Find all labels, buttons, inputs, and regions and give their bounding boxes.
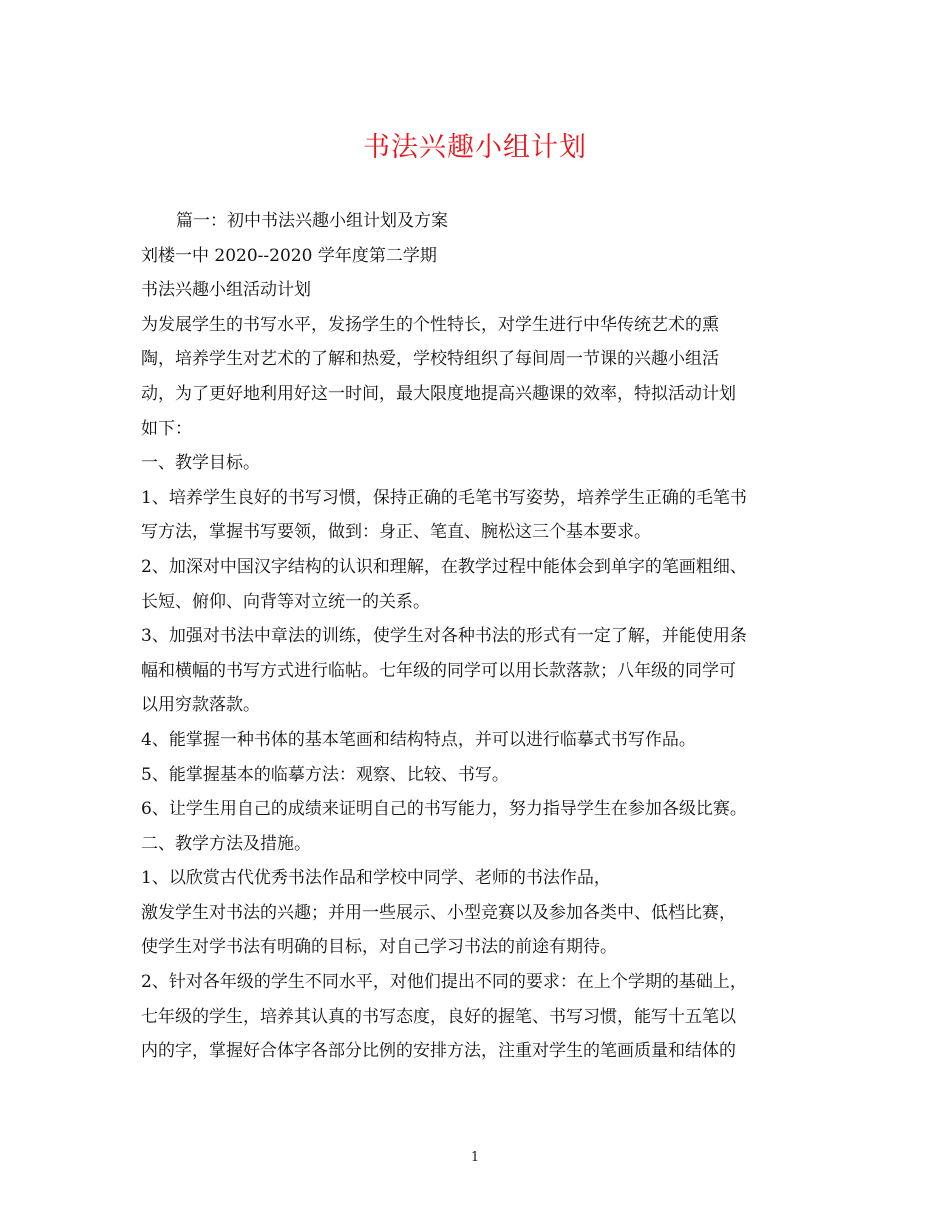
text-line: 为发展学生的书写水平，发扬学生的个性特长，对学生进行中华传统艺术的熏 bbox=[141, 314, 719, 335]
text-line: 4、能掌握一种书体的基本笔画和结构特点，并可以进行临摹式书写作品。 bbox=[141, 729, 696, 750]
text-line: 幅和横幅的书写方式进行临帖。七年级的同学可以用长款落款；八年级的同学可 bbox=[141, 660, 736, 681]
text-line: 七年级的学生，培养其认真的书写态度，良好的握笔、书写习惯，能写十五笔以 bbox=[141, 1006, 736, 1027]
section-heading-line: 篇一：初中书法兴趣小组计划及方案 bbox=[176, 211, 448, 231]
text-line: 书法兴趣小组活动计划 bbox=[141, 280, 311, 301]
text-line: 2、针对各年级的学生不同水平，对他们提出不同的要求：在上个学期的基础上， bbox=[141, 972, 747, 993]
text-line: 3、加强对书法中章法的训练，使学生对各种书法的形式有一定了解，并能使用条 bbox=[141, 626, 747, 647]
text-line: 写方法，掌握书写要领，做到：身正、笔直、腕松这三个基本要求。 bbox=[141, 522, 651, 543]
text-line: 1、以欣赏古代优秀书法作品和学校中同学、老师的书法作品， bbox=[141, 868, 611, 889]
text-line: 内的字，掌握好合体字各部分比例的安排方法，注重对学生的笔画质量和结体的 bbox=[141, 1041, 736, 1062]
text-line: 激发学生对书法的兴趣；并用一些展示、小型竞赛以及参加各类中、低档比赛， bbox=[141, 902, 736, 923]
text-line: 以用穷款落款。 bbox=[141, 695, 260, 716]
text-line: 如下： bbox=[141, 418, 192, 439]
text-line: 一、教学目标。 bbox=[141, 453, 260, 474]
text-line: 陶，培养学生对艺术的了解和热爱，学校特组织了每间周一节课的兴趣小组活 bbox=[141, 349, 719, 370]
page-number: 1 bbox=[470, 1150, 480, 1165]
text-line: 使学生对学书法有明确的目标，对自己学习书法的前途有期待。 bbox=[141, 937, 617, 958]
text-line: 6、让学生用自己的成绩来证明自己的书写能力，努力指导学生在参加各级比赛。 bbox=[141, 799, 747, 820]
text-line: 长短、俯仰、向背等对立统一的关系。 bbox=[141, 591, 430, 612]
text-line: 二、教学方法及措施。 bbox=[141, 833, 311, 854]
text-line: 5、能掌握基本的临摹方法：观察、比较、书写。 bbox=[141, 764, 509, 785]
document-title: 书法兴趣小组计划 bbox=[363, 132, 587, 163]
text-line: 动，为了更好地利用好这一时间，最大限度地提高兴趣课的效率，特拟活动计划 bbox=[141, 383, 736, 404]
text-line: 1、培养学生良好的书写习惯，保持正确的毛笔书写姿势，培养学生正确的毛笔书 bbox=[141, 487, 747, 508]
text-line: 2、加深对中国汉字结构的认识和理解，在教学过程中能体会到单字的笔画粗细、 bbox=[141, 556, 747, 577]
document-body bbox=[141, 204, 817, 1069]
text-line: 刘楼一中 2020--2020 学年度第二学期 bbox=[141, 245, 437, 266]
